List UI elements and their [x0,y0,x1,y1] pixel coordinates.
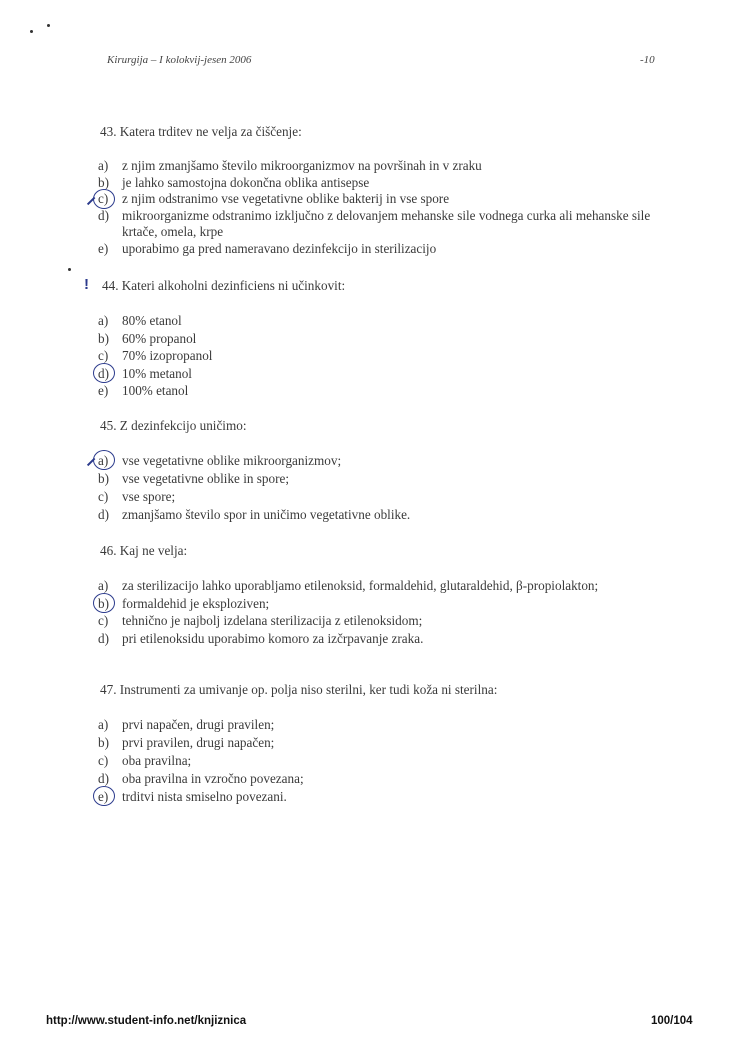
option-label: b) [98,174,109,190]
option-label: e) [98,383,109,398]
question-text: 43. Katera trditev ne velja za čiščenje: [100,124,302,139]
question-46 [98,543,658,647]
question-43 [98,124,658,257]
answer-option[interactable] [98,488,658,506]
option-label: a) [98,717,109,732]
option-label: c) [98,348,109,363]
answer-option[interactable] [98,470,658,488]
option-label: c) [98,753,109,768]
option-label: a) [98,158,109,173]
answer-option[interactable] [98,788,658,806]
option-label: a) [98,453,109,468]
scan-speck [68,268,71,271]
scan-speck [30,30,33,33]
page-mark: -10 [640,54,655,66]
answer-option[interactable] [98,330,670,348]
option-text: trditvi nista smiselno povezani. [122,789,287,804]
option-label: b) [98,471,109,486]
answer-option[interactable] [98,612,658,630]
option-text: z njim odstranimo vse vegetativne oblike bakterij in vse spore [122,191,450,206]
option-label: d) [98,771,109,786]
option-text: oba pravilna; [122,753,192,768]
answer-option[interactable] [98,595,658,613]
option-text: zmanjšamo število spor in uničimo vegetativne oblike. [122,507,411,522]
question-text: 44. Kateri alkoholni dezinficiens ni učinkovit: [102,278,346,293]
option-text: pri etilenoksidu uporabimo komoro za izčrpavanje zraka. [122,630,424,646]
question-45 [98,418,658,524]
option-text: vse spore; [122,489,176,504]
question-47 [98,682,658,806]
answer-option[interactable] [98,365,670,383]
option-text: prvi napačen, drugi pravilen; [122,717,275,732]
option-label: c) [98,191,109,206]
answer-option[interactable] [98,312,670,330]
answer-option[interactable] [98,734,658,752]
document-header-title: Kirurgija – I kolokvij-jesen 2006 [107,54,252,66]
option-label: b) [98,595,109,611]
answer-option[interactable] [98,716,658,734]
answer-option[interactable] [98,158,658,175]
option-text: 70% izopropanol [122,348,213,363]
answer-option[interactable] [98,630,658,648]
question-text: 47. Instrumenti za umivanje op. polja niso sterilni, ker tudi koža ni sterilna: [100,682,498,697]
answer-option[interactable] [98,347,670,365]
option-text: vse vegetativne oblike in spore; [122,471,289,486]
answer-option[interactable] [98,191,658,208]
option-text: 10% metanol [122,365,192,381]
option-label: b) [98,735,109,750]
option-label: c) [98,613,109,628]
option-label: d) [98,207,109,223]
option-label: d) [98,365,109,381]
answer-option[interactable] [98,577,658,595]
option-label: d) [98,507,109,522]
option-text: za sterilizacijo lahko uporabljamo etilenoksid, formaldehid, glutaraldehid, β-propiolakton; [122,578,599,593]
option-text: tehnično je najbolj izdelana sterilizacija z etilenoksidom; [122,613,423,628]
scan-speck [47,24,50,27]
option-text: oba pravilna in vzročno povezana; [122,771,304,786]
question-text: 45. Z dezinfekcijo uničimo: [100,418,247,433]
answer-option[interactable] [98,506,658,524]
question-text: 46. Kaj ne velja: [100,543,188,558]
option-text: 100% etanol [122,383,189,398]
exclamation-annotation: ! [84,276,89,293]
option-text: 60% propanol [122,330,197,346]
option-label: a) [98,578,109,593]
option-text: z njim zmanjšamo število mikroorganizmov na površinah in v zraku [122,158,482,173]
question-44 [98,278,670,400]
option-text: je lahko samostojna dokončna oblika antisepse [122,174,370,190]
footer-url[interactable]: http://www.student-info.net/knjiznica [46,1015,247,1027]
option-label: d) [98,630,109,646]
answer-option[interactable] [98,175,658,192]
option-label: b) [98,330,109,346]
answer-option[interactable] [98,452,658,470]
option-text: vse vegetativne oblike mikroorganizmov; [122,453,342,468]
answer-option[interactable] [98,770,658,788]
answer-option[interactable] [98,752,658,770]
option-text: uporabimo ga pred nameravano dezinfekcijo in sterilizacijo [122,240,437,256]
answer-option[interactable] [98,241,658,258]
answer-option[interactable] [98,208,658,241]
footer-page-number: 100/104 [651,1015,693,1027]
option-label: e) [98,240,109,256]
option-text: 80% etanol [122,313,182,328]
option-text: formaldehid je eksploziven; [122,595,270,611]
option-text: prvi pravilen, drugi napačen; [122,735,275,750]
option-text: mikroorganizme odstranimo izključno z delovanjem mehanske sile vodnega curka ali mehanske sile krtače, omela, krpe [122,207,651,239]
answer-option[interactable] [98,382,670,400]
option-label: a) [98,313,109,328]
option-label: e) [98,789,109,804]
option-label: c) [98,489,109,504]
